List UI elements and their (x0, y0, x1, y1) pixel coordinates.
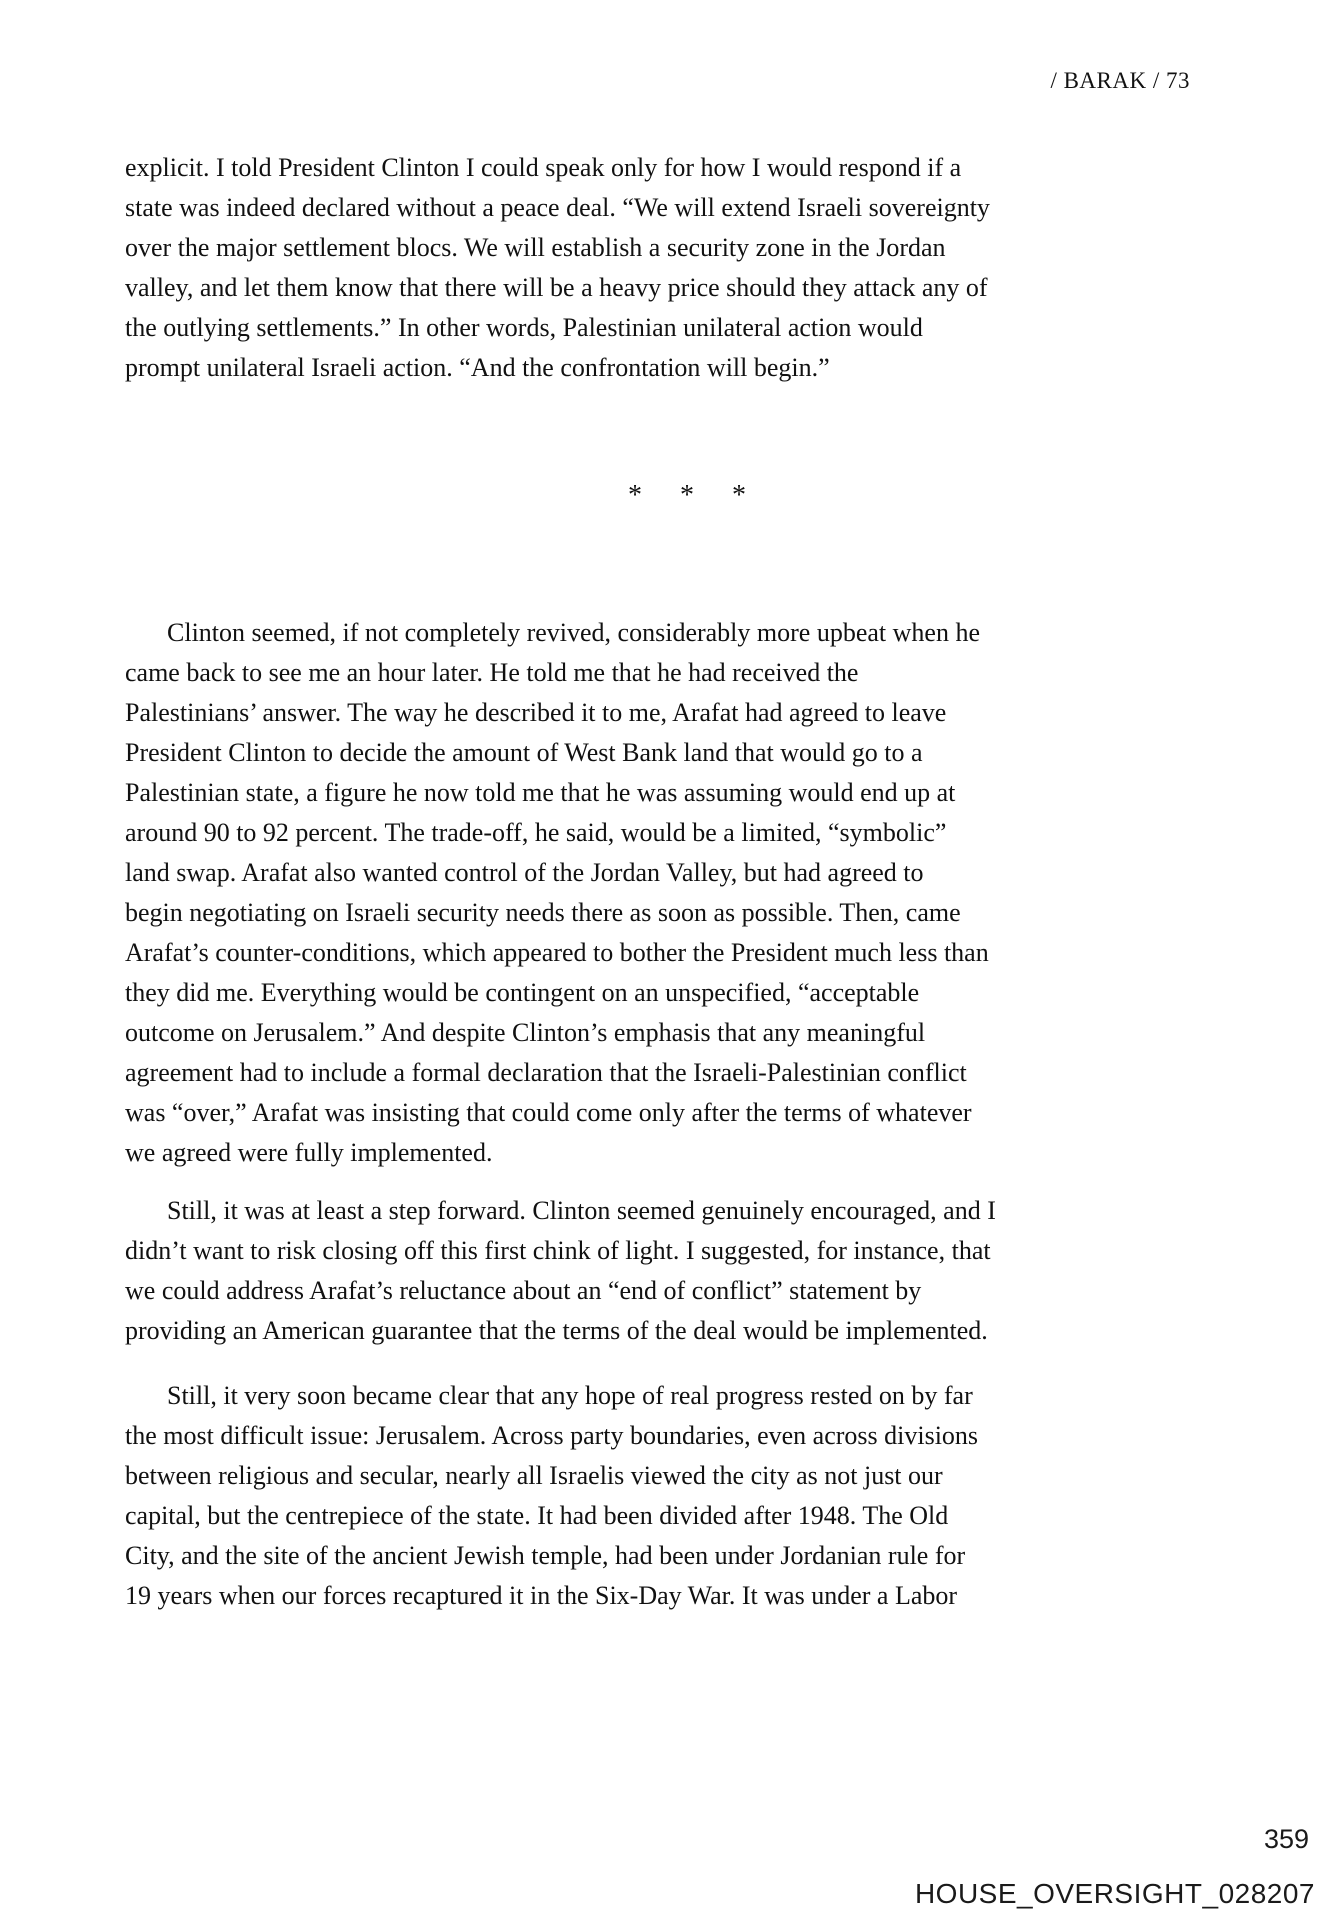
text-line: President Clinton to decide the amount of West Bank land that would go to a (125, 738, 923, 767)
text-line: Still, it was at least a step forward. Clinton seemed genuinely encouraged, and I (167, 1196, 996, 1225)
text-line: didn’t want to risk closing off this first chink of light. I suggested, for instance, that (125, 1236, 991, 1265)
section-break (149, 476, 1225, 516)
body-text (125, 148, 1225, 1616)
text-line: they did me. Everything would be contingent on an unspecified, “acceptable (125, 978, 920, 1007)
text-line: prompt unilateral Israeli action. “And the confrontation will begin.” (125, 353, 830, 382)
text-line: Still, it very soon became clear that any hope of real progress rested on by far (167, 1381, 973, 1410)
text-line: begin negotiating on Israeli security needs there as soon as possible. Then, came (125, 898, 961, 927)
text-line: Palestinian state, a figure he now told me that he was assuming would end up at (125, 778, 956, 807)
text-line: the outlying settlements.” In other words, Palestinian unilateral action would (125, 313, 923, 342)
text-line: we could address Arafat’s reluctance about an “end of conflict” statement by (125, 1276, 922, 1305)
text-line: the most difficult issue: Jerusalem. Across party boundaries, even across divisions (125, 1421, 979, 1450)
text-line: valley, and let them know that there will be a heavy price should they attack any of (125, 273, 988, 302)
bates-stamp: HOUSE_OVERSIGHT_028207 (914, 1878, 1315, 1909)
text-line: around 90 to 92 percent. The trade-off, he said, would be a limited, “symbolic” (125, 818, 947, 847)
paragraph (125, 613, 1225, 1173)
running-header: / BARAK / 73 (1050, 68, 1190, 93)
text-line: Clinton seemed, if not completely revived, considerably more upbeat when he (167, 618, 980, 647)
text-line: state was indeed declared without a peace deal. “We will extend Israeli sovereignty (125, 193, 990, 222)
text-line: land swap. Arafat also wanted control of the Jordan Valley, but had agreed to (125, 858, 924, 887)
text-line: capital, but the centrepiece of the state. It had been divided after 1948. The Old (125, 1501, 949, 1530)
page-number: 359 (1263, 1824, 1309, 1854)
asterisk: * (732, 480, 746, 511)
text-line: outcome on Jerusalem.” And despite Clinton’s emphasis that any meaningful (125, 1018, 926, 1047)
text-line: explicit. I told President Clinton I could speak only for how I would respond if a (125, 153, 962, 182)
text-line: over the major settlement blocs. We will establish a security zone in the Jordan (125, 233, 946, 262)
text-line: 19 years when our forces recaptured it in the Six-Day War. It was under a Labor (125, 1581, 958, 1610)
paragraph (125, 1191, 1225, 1351)
text-line: between religious and secular, nearly all Israelis viewed the city as not just our (125, 1461, 943, 1490)
text-line: came back to see me an hour later. He told me that he had received the (125, 658, 859, 687)
text-line: Arafat’s counter-conditions, which appeared to bother the President much less than (125, 938, 989, 967)
text-line: Palestinians’ answer. The way he described it to me, Arafat had agreed to leave (125, 698, 947, 727)
asterisk: * (628, 480, 642, 511)
text-line: providing an American guarantee that the terms of the deal would be implemented. (125, 1316, 988, 1345)
paragraph (125, 1376, 1225, 1616)
text-line: City, and the site of the ancient Jewish temple, had been under Jordanian rule for (125, 1541, 966, 1570)
text-line: was “over,” Arafat was insisting that could come only after the terms of whatever (125, 1098, 972, 1127)
text-line: we agreed were fully implemented. (125, 1138, 493, 1167)
asterisk: * (680, 480, 694, 511)
paragraph (125, 148, 1225, 388)
text-line: agreement had to include a formal declaration that the Israeli-Palestinian conflict (125, 1058, 967, 1087)
